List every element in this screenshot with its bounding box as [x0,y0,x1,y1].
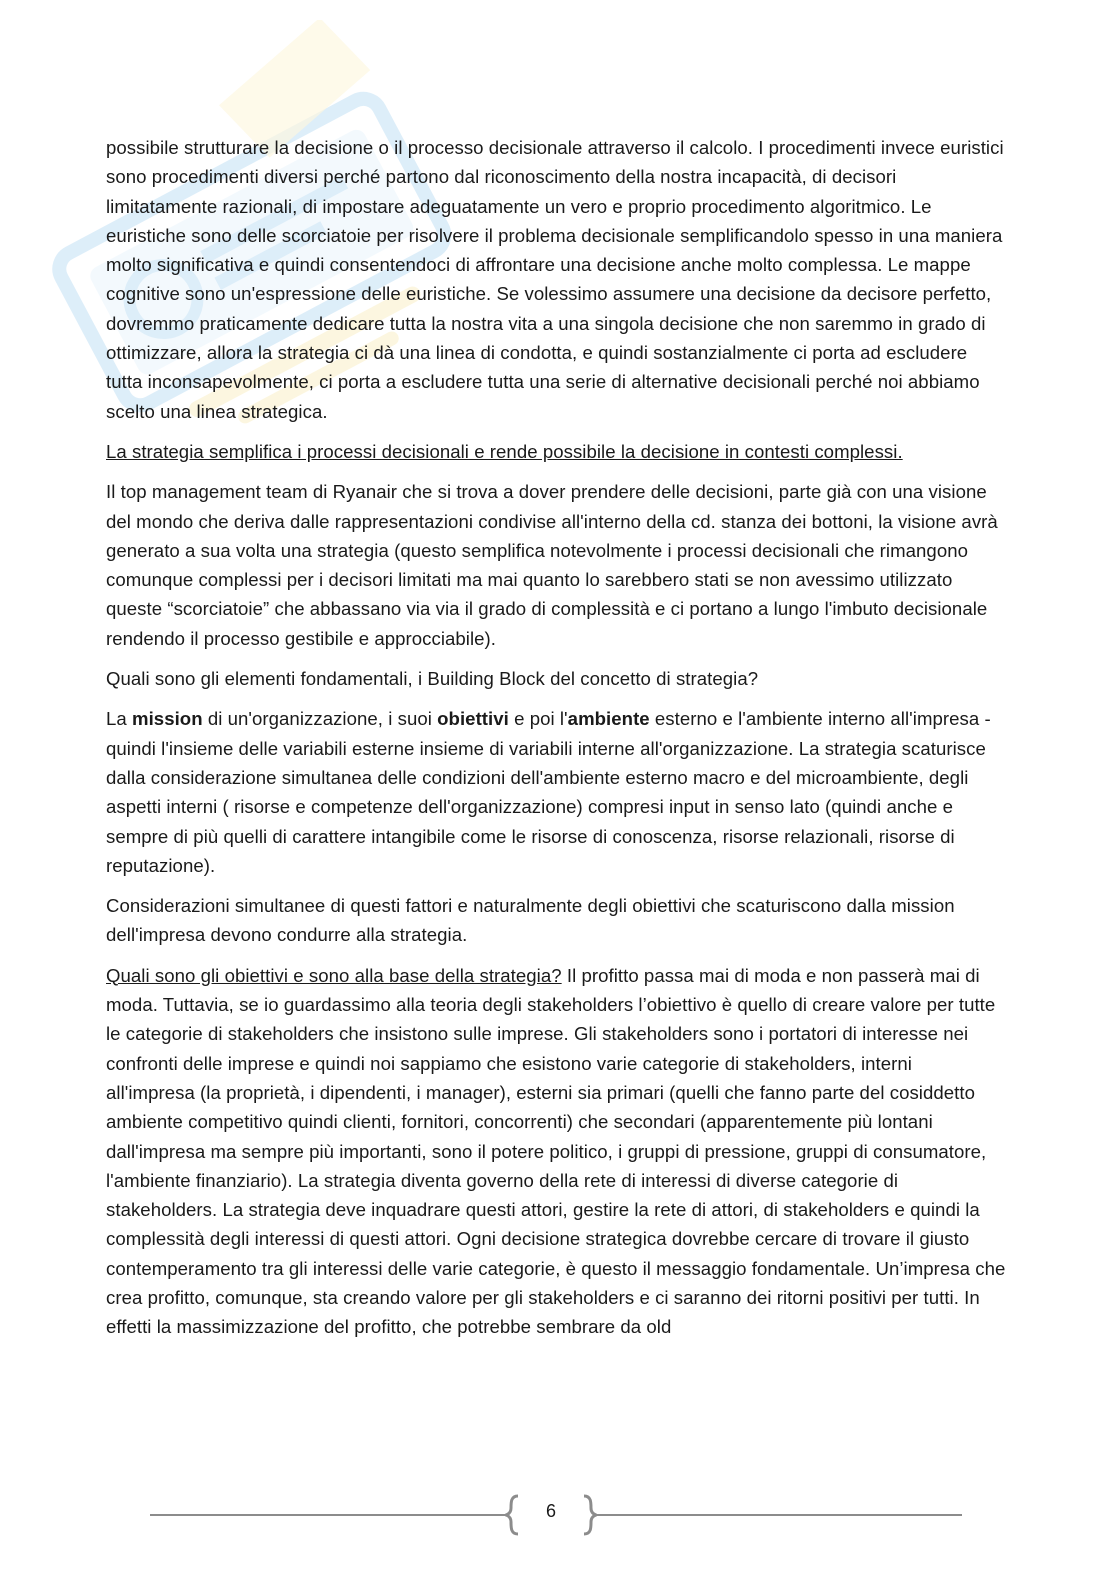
bold-term-ambiente: ambiente [567,708,650,730]
document-body [106,133,1006,1353]
bold-term-mission: mission [132,708,203,730]
page-footer [150,1494,962,1538]
paragraph-question-building-blocks: Quali sono gli elementi fondamentali, i Building Block del concetto di strategia? [106,668,759,690]
text-segment: La [106,708,132,730]
paragraph-mission-objectives [106,704,1006,880]
text-segment: esterno e l'ambiente interno all'impresa - quindi l'insieme delle variabili esterne insieme di variabili interne all'organizzazione. La strategia scaturisce dalla considerazione simultanea delle condizioni dell'ambiente esterno macro e del microambiente, degli aspetti interni ( risorse e competenze dell'organizzazione) compresi input in senso lato (quindi anche e sempre di più quelli di carattere intangibile come le risorse di conoscenza, risorse relazionali, risorse di reputazione). [106,708,991,876]
paragraph-strategy-simplifies [106,437,1006,466]
paragraph-heuristics: possibile strutturare la decisione o il processo decisionale attraverso il calcolo. I procedimenti invece euristici sono procedimenti diversi perché partono dal riconoscimento della nostra incapacità, di decisori limitatamente razionali, di impostare adeguatamente un vero e proprio procedimento algoritmico. Le euristiche sono delle scorciatoie per risolvere il problema decisionale semplificandolo spesso in una maniera molto significativa e quindi consentendoci di affrontare una decisione anche molto complessa. Le mappe cognitive sono un'espressione delle euristiche. Se volessimo assumere una decisione da decisore perfetto, dovremmo praticamente dedicare tutta la nostra vita a una singola decisione che non saremmo in grado di ottimizzare, allora la strategia ci dà una linea di condotta, e quindi sostanzialmente ci porta ad escludere tutta inconsapevolmente, ci porta a escludere tutta una serie di alternative decisionali perché noi abbiamo scelto una linea strategica. [106,137,1004,422]
underlined-question: Quali sono gli obiettivi e sono alla base della strategia? [106,964,562,986]
page-number: 6 [545,1501,556,1521]
text-segment: di un'organizzazione, i suoi [202,708,438,730]
bracket-right-icon [581,1494,597,1536]
underlined-statement: La strategia semplifica i processi decisionali e rende possibile la decisione in contesti complessi. [106,440,903,462]
footer-rule-left [150,1514,505,1516]
bracket-left-icon [505,1494,521,1536]
paragraph-simultaneous-considerations: Considerazioni simultanee di questi fattori e naturalmente degli obiettivi che scaturiscono dalla mission dell'impresa devono condurre alla strategia. [106,895,955,946]
text-segment: Il profitto passa mai di moda e non passerà mai di moda. Tuttavia, se io guardassimo alla teoria degli stakeholders l’obiettivo è quello di creare valore per tutte le categorie di stakeholders che insistono sulle imprese. Gli stakeholders sono i portatori di interesse nei confronti delle imprese e quindi noi sappiamo che esistono varie categorie di stakeholders, interni all'impresa (la proprietà, i dipendenti, i manager), esterni sia primari (quelli che fanno parte del cosiddetto ambiente competitivo quindi clienti, fornitori, concorrenti) che secondari (apparentemente più lontani dall'impresa ma sempre più importanti, sono il potere politico, i gruppi di pressione, gruppi di consumatore, l'ambiente finanziario). La strategia diventa governo della rete di interessi di diverse categorie di stakeholders. La strategia deve inquadrare questi attori, gestire la rete di attori, di stakeholders e quindi la complessità degli interessi di questi attori. Ogni decisione strategica dovrebbe cercare di trovare il giusto contemperamento tra gli interessi delle varie categorie, è questo il messaggio fondamentale. Un’impresa che crea profitto, comunque, sta creando valore per gli stakeholders e ci saranno dei ritorni positivi per tutti. In effetti la massimizzazione del profitto, che potrebbe sembrare da old [106,964,1006,1338]
footer-rule-right [597,1514,962,1516]
paragraph-stakeholders [106,961,1006,1342]
text-segment: e poi l' [508,708,568,730]
bold-term-obiettivi: obiettivi [437,708,509,730]
paragraph-ryanair: Il top management team di Ryanair che si trova a dover prendere delle decisioni, parte già con una visione del mondo che deriva dalle rappresentazioni condivise all'interno della cd. stanza dei bottoni, la visione avrà generato a sua volta una strategia (questo semplifica notevolmente i processi decisionali che rimangono comunque complessi per i decisori limitati ma mai quanto lo sarebbero stati se non avessimo utilizzato queste “scorciatoie” che abbassano via via il grado di complessità e ci portano a lungo l'imbuto decisionale rendendo il processo gestibile e approcciabile). [106,481,998,649]
